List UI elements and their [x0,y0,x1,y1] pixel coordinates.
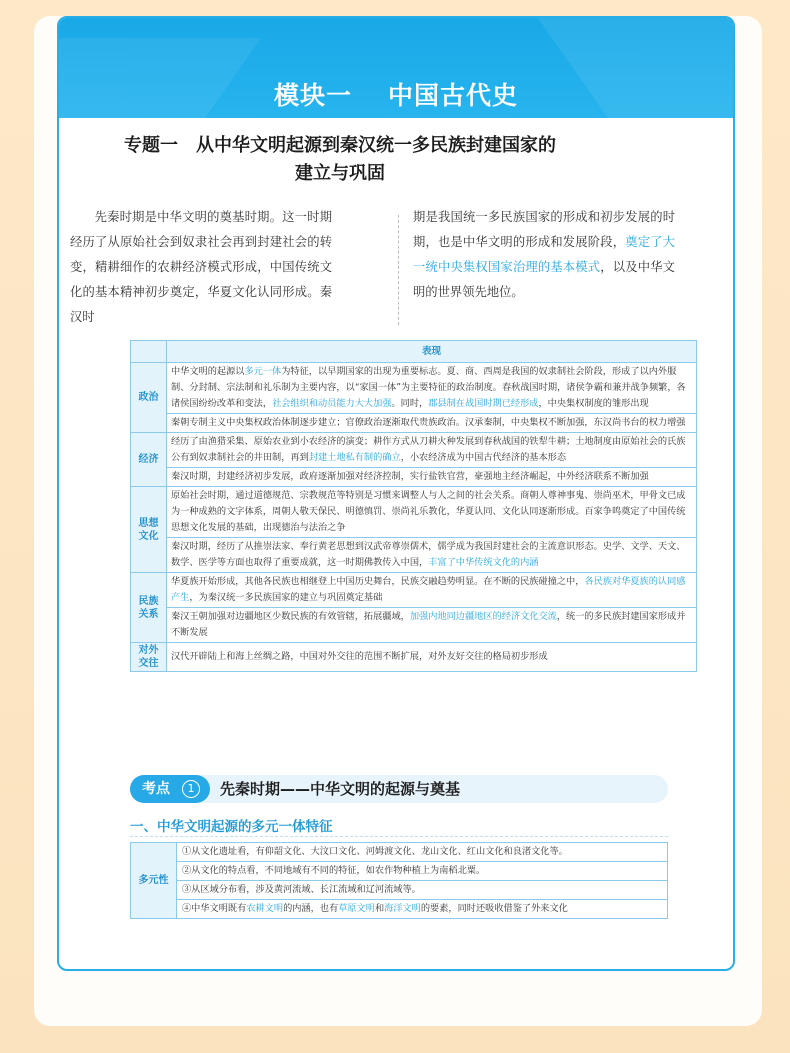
module-name: 中国古代史 [388,81,519,110]
category-ethnic-relations: 民族关系 [131,573,167,643]
category-diversity: 多元性 [131,843,177,919]
table-row [131,843,668,862]
category-thought-culture: 思想文化 [131,487,167,573]
kaodian-label: 考点 [142,781,170,797]
kaodian-number: 1 [182,780,200,798]
table-cell: 秦汉时期，封建经济初步发展，政府逐渐加强对经济控制，实行盐铁官营，豪强地主经济崛起，中外经济联系不断加强 [167,468,697,487]
section-divider [130,836,668,837]
table-cell: 经历了由渔猎采集、原始农业到小农经济的演变；耕作方式从刀耕火种发展到春秋战国的铁犁牛耕；土地制度由原始社会的氏族公有到奴隶制社会的井田制，再到封建土地私有制的确立，小农经济成为中国古代经济的基本形态 [167,433,697,468]
category-economy: 经济 [131,433,167,487]
table-cell: 原始社会时期，通过道德规范、宗教规范等特别是习惯来调整人与人之间的社会关系。商朝人尊神事鬼、崇尚巫术，甲骨文已成为一种成熟的文字体系，周朝人敬天保民、明德慎罚、崇尚礼乐教化，华夏认同、文化认同逐渐形成。百家争鸣奠定了中国传统思想文化发展的基础，出现德治与法治之争 [167,487,697,538]
intro-text: ，以及中华文明的世界领先地位。 [413,260,675,299]
category-foreign-relations: 对外交往 [131,643,167,672]
table-row [131,414,697,433]
column-divider [398,215,399,325]
table-cell: 华夏族开始形成，其他各民族也相继登上中国历史舞台，民族交融趋势明显。在不断的民族碰撞之中，各民族对华夏族的认同感产生，为秦汉统一多民族国家的建立与巩固奠定基础 [167,573,697,608]
section-title: 一、中华文明起源的多元一体特征 [130,819,333,835]
kaodian-header [130,775,668,803]
table-row [131,881,668,900]
table-cell: 中华文明的起源以多元一体为特征，以早期国家的出现为重要标志。夏、商、西周是我国的奴隶制社会阶段，形成了以内外服制、分封制、宗法制和礼乐制为主要内容，以“家国一体”为主要特征的政治制度。春秋战国时期，诸侯争霸和兼并战争频繁，各诸侯国纷纷改革和变法，社会组织和动员能力大大加强。同时，郡县制在战国时期已经形成，中央集权制度的雏形出现 [167,363,697,414]
intro-left-column [70,205,332,330]
module-number: 模块一 [273,81,352,110]
table-row [131,363,697,414]
topic-title-line2: 建立与巩固 [295,163,385,184]
table-cell: 秦汉时期，经历了从推崇法家、奉行黄老思想到汉武帝尊崇儒术，儒学成为我国封建社会的主流意识形态。史学、文学、天文、数学、医学等方面也取得了重要成就，这一时期佛教传入中国，丰富了中华传统文化的内涵 [167,538,697,573]
intro-text: 期是我国统一多民族国家的形成和初步发展的时期，也是中华文明的形成和发展阶段， [413,210,675,249]
topic-title [40,132,640,188]
topic-title-line1: 专题一 从中华文明起源到秦汉统一多民族封建国家的 [124,135,556,156]
intro-paragraph: 先秦时期是中华文明的奠基时期。这一时期经历了从原始社会到奴隶社会再到封建社会的转变，精耕细作的农耕经济模式形成，中国传统文化的基本精神初步奠定，华夏文化认同形成。秦汉时 [70,210,332,324]
table-row [131,900,668,919]
table-cell: ③从区域分布看，涉及黄河流域、长江流域和辽河流域等。 [177,881,668,900]
table-row [131,468,697,487]
table-row [131,608,697,643]
table-row [131,573,697,608]
summary-table [130,340,697,672]
diversity-table [130,842,668,919]
table-row [131,538,697,573]
module-title [59,76,733,112]
table-header-empty [131,341,167,363]
table-row [131,862,668,881]
table-header-cell: 表现 [167,341,697,363]
intro-highlight: 奠定了大一统中央集权国家治理的基本模式 [413,235,675,274]
table-cell: 汉代开辟陆上和海上丝绸之路，中国对外交往的范围不断扩展，对外友好交往的格局初步形成 [167,643,697,672]
kaodian-title: 先秦时期——中华文明的起源与奠基 [220,780,461,798]
module-banner [59,18,733,118]
table-cell: 秦朝专制主义中央集权政治体制逐步建立；官僚政治逐渐取代贵族政治。汉承秦制，中央集权不断加强，东汉尚书台的权力增强 [167,414,697,433]
table-header-row [131,341,697,363]
table-row [131,487,697,538]
table-cell: ①从文化遗址看，有仰韶文化、大汶口文化、河姆渡文化、龙山文化、红山文化和良渚文化等。 [177,843,668,862]
intro-right-column [413,205,675,305]
table-cell: ②从文化的特点看，不同地域有不同的特征，如农作物种植上为南稻北粟。 [177,862,668,881]
table-cell: ④中华文明既有农耕文明的内涵，也有草原文明和海洋文明的要素，同时还吸收借鉴了外来文化 [177,900,668,919]
table-row [131,433,697,468]
table-cell: 秦汉王朝加强对边疆地区少数民族的有效管辖，拓展疆域，加强内地同边疆地区的经济文化交流，统一的多民族封建国家形成并不断发展 [167,608,697,643]
table-row [131,643,697,672]
category-politics: 政治 [131,363,167,433]
